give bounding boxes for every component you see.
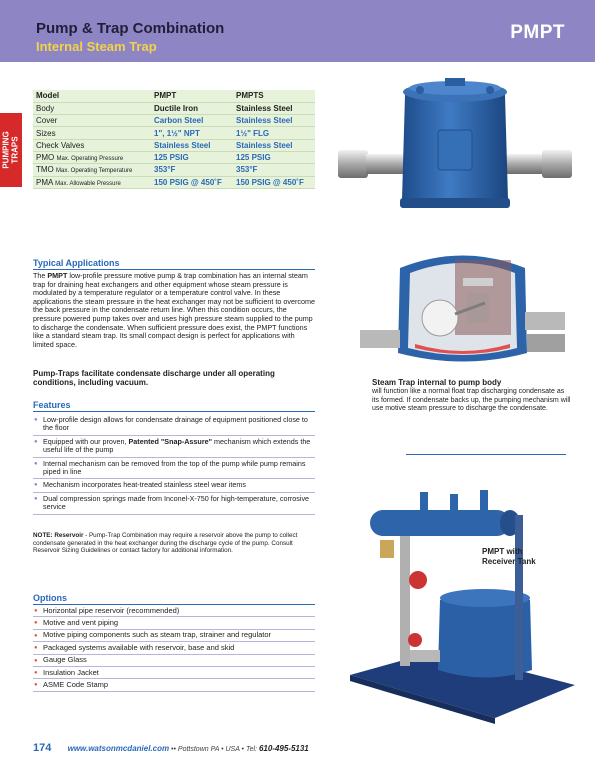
pmpts-value: 150 PSIG @ 450˚F <box>233 176 315 188</box>
cutaway-caption-text: will function like a normal float trap discharging condensate as its formed. If condensate backs up, the pumping mechanism will use motive steam pressure to discharge the condensate. <box>372 388 571 413</box>
caption-rule <box>406 454 566 455</box>
reservoir-note: NOTE: Reservoir - Pump-Trap Combination may require a reservoir above the pump to collect condensate generated in the heat exchanger during the discharge cycle of the pump. Consult Reservoir Sizing Guidelines or contact factory for additional information. <box>33 532 298 555</box>
spec-table-row: Body Ductile Iron Stainless Steel <box>33 102 315 114</box>
option-item: ● Insulation Jacket <box>33 667 315 679</box>
cutaway-caption-title: Steam Trap internal to pump body <box>372 378 502 387</box>
receiver-tank-product-image <box>340 470 585 725</box>
feature-item: ● Dual compression springs made from Inconel-X-750 for high-temperature, corrosive service <box>33 493 315 515</box>
feature-item: ● Low-profile design allows for condensate drainage of equipment positioned close to the floor <box>33 414 315 436</box>
options-list <box>33 605 315 692</box>
pmpt-value: Stainless Steel <box>151 139 233 151</box>
footer-location: •• Pottstown PA • USA • Tel: <box>169 746 259 753</box>
pmpt-value: Carbon Steel <box>151 115 233 127</box>
page-number: 174 <box>33 742 52 754</box>
pmpts-value: Stainless Steel <box>233 115 315 127</box>
section-rule <box>33 269 315 270</box>
feature-item: ● Internal mechanism can be removed from the top of the pump while pump remains piped in line <box>33 458 315 480</box>
option-item: ● Motive piping components such as steam trap, strainer and regulator <box>33 630 315 642</box>
website-link[interactable]: www.watsonmcdaniel.com <box>67 744 170 753</box>
spec-table-row: Cover Carbon Steel Stainless Steel <box>33 115 315 127</box>
pmpt-value: 125 PSIG <box>151 151 233 163</box>
typical-applications-highlight: Pump-Traps facilitate condensate discharge under all operating conditions, including vacuum. <box>33 369 275 388</box>
option-item: ● ASME Code Stamp <box>33 679 315 691</box>
side-tab-label: PUMPING TRAPS <box>2 131 20 169</box>
spec-table-row: Sizes 1", 1½" NPT 1½" FLG <box>33 127 315 139</box>
model-code: PMPT <box>510 22 565 43</box>
typical-applications-paragraph: The PMPT low-profile pressure motive pump & trap combination has an internal steam trap for draining heat exchangers and other equipment whose steam pressure is modulated by a temperature regulator or a temperature control valve. In these applications the steam pressure in the heat exchanger may not be sufficient to overcome the back pressure in the condensate return line. When this condition occurs, the pressure powered pump takes over and uses high pressure steam supplied to the pump to discharge the condensate. When sufficient pressure does exist, the PMPT functions like a standard steam trap. Its small compact design is perfect for applications with limited space. <box>33 271 315 349</box>
options-title: Options <box>33 593 67 603</box>
page-footer <box>33 742 309 754</box>
spec-table-row: PMA Max. Allowable Pressure 150 PSIG @ 450˚F 150 PSIG @ 450˚F <box>33 176 315 188</box>
pmpts-value: Stainless Steel <box>233 139 315 151</box>
pmpts-value: 353°F <box>233 164 315 176</box>
cutaway-product-image <box>355 248 570 373</box>
spec-table-row: Check Valves Stainless Steel Stainless Steel <box>33 139 315 151</box>
spec-table-row: PMO Max. Operating Pressure 125 PSIG 125 PSIG <box>33 151 315 163</box>
pmpt-value: 353°F <box>151 164 233 176</box>
section-side-tab <box>0 113 22 187</box>
feature-item: ● Mechanism incorporates heat-treated stainless steel wear items <box>33 479 315 492</box>
feature-item: ● Equipped with our proven, Patented "Snap-Assure" mechanism which extends the useful life of the pump <box>33 436 315 458</box>
pmpt-value: 1", 1½" NPT <box>151 127 233 139</box>
spec-table <box>33 90 315 189</box>
page-header <box>0 0 595 62</box>
spec-table-header: Model PMPT PMPTS <box>33 90 315 102</box>
pmpt-value: Ductile Iron <box>151 102 233 114</box>
option-item: ● Packaged systems available with reservoir, base and skid <box>33 642 315 654</box>
footer-telephone: 610-495-5131 <box>258 744 309 753</box>
pmpts-value: 1½" FLG <box>233 127 315 139</box>
page-title: Pump & Trap Combination <box>36 20 225 37</box>
pmpts-value: Stainless Steel <box>233 102 315 114</box>
option-item: ● Motive and vent piping <box>33 617 315 629</box>
tank-caption: PMPT with Receiver Tank <box>482 547 536 566</box>
page-subtitle: Internal Steam Trap <box>36 39 157 54</box>
features-title: Features <box>33 400 71 410</box>
typical-applications-title: Typical Applications <box>33 258 120 268</box>
pmpt-value: 150 PSIG @ 450˚F <box>151 176 233 188</box>
option-item: ● Gauge Glass <box>33 655 315 667</box>
option-item: ● Horizontal pipe reservoir (recommended) <box>33 605 315 617</box>
spec-table-row: TMO Max. Operating Temperature 353°F 353°F <box>33 164 315 176</box>
pmpts-value: 125 PSIG <box>233 151 315 163</box>
features-list <box>33 414 315 515</box>
pump-product-image <box>330 70 580 230</box>
section-rule <box>33 411 315 412</box>
